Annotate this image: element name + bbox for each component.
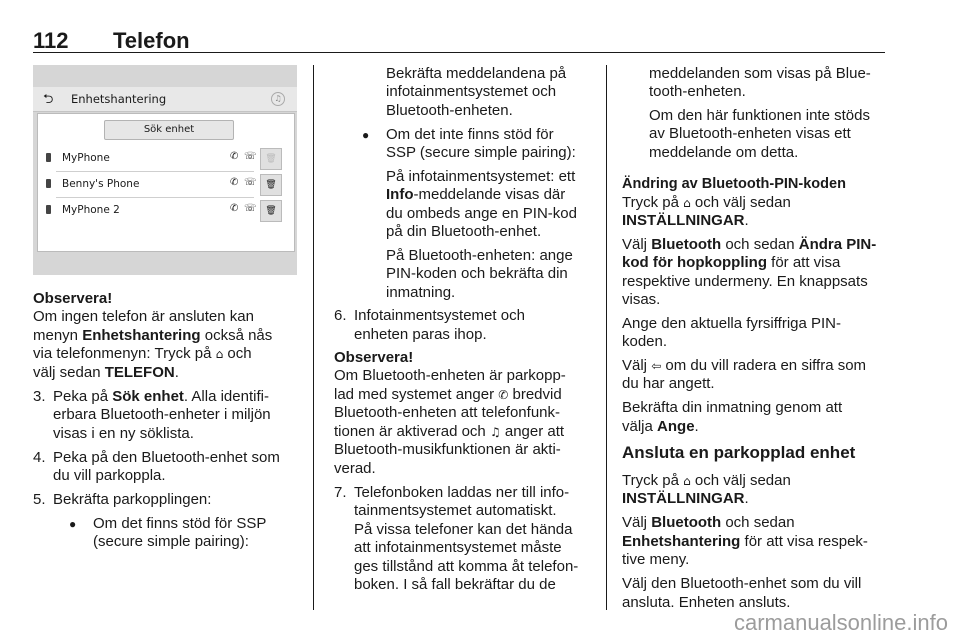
note-heading: Observera! — [33, 290, 113, 307]
bluetooth-phone-icon: ✆ — [230, 203, 239, 214]
text-line: Infotainmentsystemet och — [354, 307, 525, 324]
text-line: visas. — [622, 291, 661, 308]
text-line: Om det inte finns stöd för — [386, 126, 554, 143]
home-icon: ⌂ — [215, 347, 224, 361]
text-line: ansluta. Enheten ansluts. — [622, 594, 791, 611]
step-number: 5. — [33, 491, 46, 508]
text-line: Om den här funktionen inte stöds — [649, 107, 870, 124]
text-line: Peka på Sök enhet. Alla identifi- — [53, 388, 269, 405]
delete-icon[interactable]: 🗑 — [260, 174, 282, 196]
text-line: Bekräfta din inmatning genom att — [622, 399, 843, 416]
screen-title: Enhetshantering — [71, 92, 167, 106]
text-line: Om ingen telefon är ansluten kan — [33, 308, 254, 325]
device-name: MyPhone 2 — [62, 204, 120, 216]
text-line: på din Bluetooth-enhet. — [386, 223, 542, 240]
page-title: Telefon — [113, 28, 190, 53]
home-icon: ⌂ — [683, 196, 691, 210]
phone-icon — [46, 179, 51, 188]
text-line: På vissa telefoner kan det hända — [354, 521, 573, 538]
bullet: ● — [69, 517, 77, 531]
text-line: Peka på den Bluetooth-enhet som — [53, 449, 280, 466]
back-arrow-icon[interactable]: ⮌ — [43, 92, 54, 107]
text-line: Bluetooth-enheten. — [386, 102, 513, 119]
text-line: Om Bluetooth-enheten är parkopp- — [334, 367, 566, 384]
text-line: tainmentsystemet automatiskt. — [354, 502, 557, 519]
text-line: Tryck på ⌂ och välj sedan — [622, 194, 791, 211]
bluetooth-phone-icon: ✆ — [230, 151, 239, 162]
text-line: INSTÄLLNINGAR. — [622, 212, 749, 229]
device-row[interactable] — [38, 146, 294, 172]
text-line: Tryck på ⌂ och välj sedan — [622, 472, 791, 489]
step-number: 7. — [334, 484, 347, 501]
device-row[interactable] — [38, 198, 294, 224]
watermark: carmanualsonline.info — [733, 610, 948, 635]
text-line: välj sedan TELEFON. — [33, 364, 179, 381]
text-line: kod för hopkoppling för att visa — [622, 254, 841, 271]
text-line: respektive undermeny. En knappsats — [622, 273, 868, 290]
text-line: du har angett. — [622, 375, 715, 392]
text-line: Enhetshantering för att visa respek- — [622, 533, 868, 550]
device-row[interactable] — [38, 172, 294, 198]
text-line: meddelanden som visas på Blue- — [649, 65, 871, 82]
text-line: PIN-koden och bekräfta din — [386, 265, 568, 282]
text-line: visas i en ny söklista. — [53, 425, 194, 442]
step-number: 3. — [33, 388, 46, 405]
bluetooth-phone-icon: ✆ — [498, 388, 509, 402]
text-line: På infotainmentsystemet: ett — [386, 168, 576, 185]
handset-icon: ☏ — [244, 177, 257, 188]
text-line: via telefonmenyn: Tryck på ⌂ och — [33, 345, 252, 362]
text-line: enheten paras ihop. — [354, 326, 487, 343]
text-line: (secure simple pairing): — [93, 533, 249, 550]
text-line: Bluetooth-musikfunktionen är akti- — [334, 441, 561, 458]
step-number: 6. — [334, 307, 347, 324]
text-line: Bekräfta meddelandena på — [386, 65, 567, 82]
column-divider — [313, 65, 314, 610]
bullet: ● — [362, 128, 370, 142]
text-line: verad. — [334, 460, 376, 477]
text-line: meddelande om detta. — [649, 144, 799, 161]
text-line: På Bluetooth-enheten: ange — [386, 247, 573, 264]
column-divider — [606, 65, 607, 610]
text-line: boken. I så fall bekräftar du de — [354, 576, 556, 593]
text-line: tive meny. — [622, 551, 690, 568]
section-heading: Ansluta en parkopplad enhet — [622, 443, 856, 462]
backspace-icon: ⇦ — [651, 359, 662, 373]
text-line: du vill parkoppla. — [53, 467, 166, 484]
page-header — [33, 30, 885, 53]
text-line: du ombeds ange en PIN-kod — [386, 205, 577, 222]
note-heading: Observera! — [334, 349, 414, 366]
page-number: 112 — [33, 28, 69, 53]
phone-icon — [46, 153, 51, 162]
screen-title-bar — [33, 87, 297, 112]
text-line: av Bluetooth-enheten visas ett — [649, 125, 851, 142]
text-line: tooth-enheten. — [649, 83, 746, 100]
text-line: Om det finns stöd för SSP — [93, 515, 267, 532]
device-list-panel — [37, 113, 295, 252]
text-line: Info-meddelande visas där — [386, 186, 566, 203]
text-line: välja Ange. — [622, 418, 699, 435]
text-line: lad med systemet anger ✆ bredvid — [334, 386, 562, 403]
text-line: erbara Bluetooth-enheter i miljön — [53, 406, 271, 423]
subsection-heading: Ändring av Bluetooth-PIN-koden — [622, 176, 846, 192]
text-line: infotainmentsystemet och — [386, 83, 557, 100]
text-line: ges tillstånd att komma åt telefon- — [354, 558, 579, 575]
text-line: Välj ⇦ om du vill radera en siffra som — [622, 357, 867, 374]
text-line: Bekräfta parkopplingen: — [53, 491, 212, 508]
search-device-button[interactable]: Sök enhet — [104, 120, 234, 140]
handset-icon: ☏ — [244, 151, 257, 162]
music-note-icon[interactable]: ♫ — [271, 92, 285, 106]
phone-icon — [46, 205, 51, 214]
text-line: att infotainmentsystemet måste — [354, 539, 562, 556]
handset-icon: ☏ — [244, 203, 257, 214]
text-line: Välj Bluetooth och sedan Ändra PIN- — [622, 236, 877, 253]
text-line: Telefonboken laddas ner till info- — [354, 484, 570, 501]
device-name: MyPhone — [62, 152, 110, 164]
delete-icon[interactable]: 🗑 — [260, 148, 282, 170]
text-line: menyn Enhetshantering också nås — [33, 327, 273, 344]
step-number: 4. — [33, 449, 46, 466]
home-icon: ⌂ — [683, 474, 691, 488]
text-line: Bluetooth-enheten att telefonfunk- — [334, 404, 560, 421]
delete-icon[interactable]: 🗑 — [260, 200, 282, 222]
infotainment-screenshot — [33, 65, 297, 275]
device-name: Benny's Phone — [62, 178, 140, 190]
text-line: INSTÄLLNINGAR. — [622, 490, 749, 507]
bluetooth-music-icon: ♫ — [489, 425, 501, 439]
text-line: koden. — [622, 333, 668, 350]
text-line: Välj Bluetooth och sedan — [622, 514, 795, 531]
bluetooth-phone-icon: ✆ — [230, 177, 239, 188]
text-line: Välj den Bluetooth-enhet som du vill — [622, 575, 862, 592]
text-line: inmatning. — [386, 284, 456, 301]
text-line: tionen är aktiverad och ♫ anger att — [334, 423, 565, 440]
text-line: SSP (secure simple pairing): — [386, 144, 576, 161]
text-line: Ange den aktuella fyrsiffriga PIN- — [622, 315, 842, 332]
